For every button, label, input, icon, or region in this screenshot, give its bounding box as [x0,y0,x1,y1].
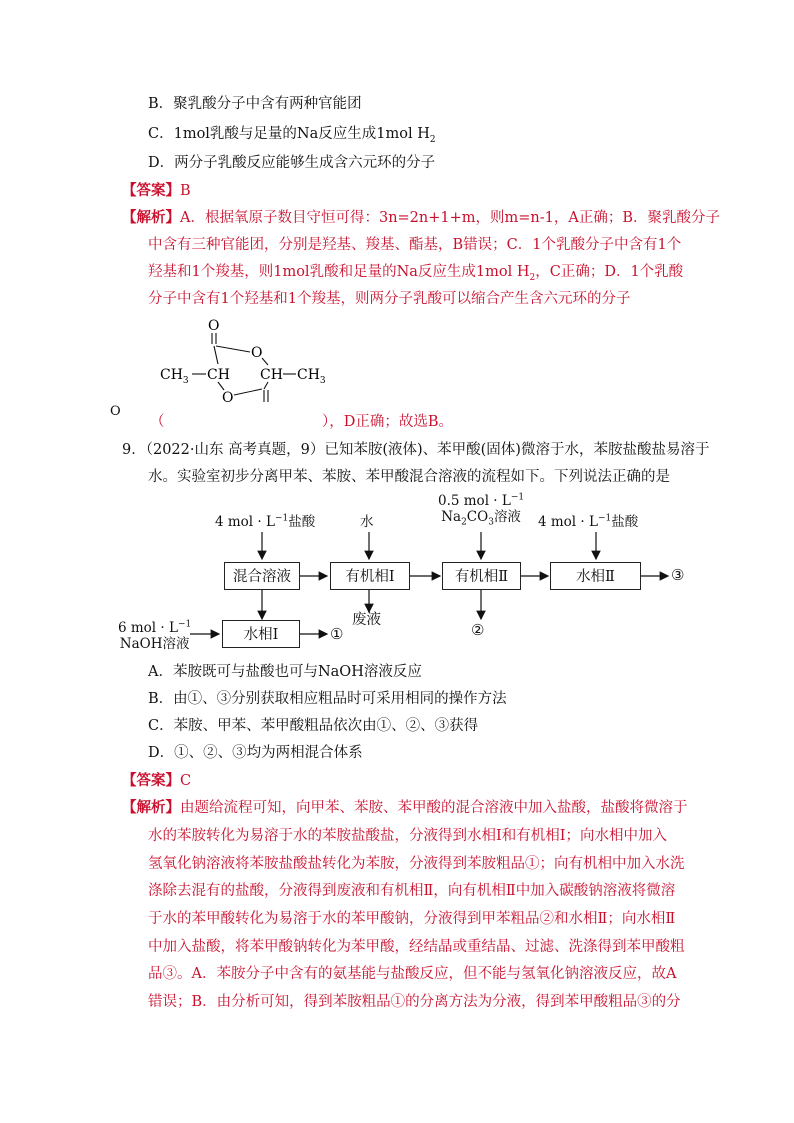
flow-reagent-naoh: 6 mol · $L^{-1}$ NaOH溶液 [118,619,192,652]
q9-analysis-line-4: 涤除去混有的盐酸，分液得到废液和有机相Ⅱ，向有机相Ⅱ中加入碳酸钠溶液将微溶 [148,883,676,899]
q9-answer: 【答案】C [122,772,192,789]
flow-box-organic-2: 有机相Ⅱ [442,562,521,590]
flow-reagent-water: 水 [360,514,374,530]
q8-option-b: B．聚乳酸分子中含有两种官能团 [148,96,362,112]
q9-analysis-line-3: 氢氧化钠溶液将苯胺盐酸盐转化为苯胺，分液得到苯胺粗品①；向有机相中加入水洗 [148,856,685,872]
flow-box-aqueous-1: 水相Ⅰ [222,620,300,648]
q9-analysis-line-1: 【解析】由题给流程可知，向甲苯、苯胺、苯甲酸的混合溶液中加入盐酸，盐酸将微溶于 [122,799,688,816]
q9-analysis-line-7: 品③。A．苯胺分子中含有的氨基能与盐酸反应，但不能与氢氧化钠溶液反应，故A [148,966,677,982]
flow-reagent-na2co3: 0.5 mol · $L^{-1}$ $Na_2CO_3$溶液 [438,492,525,528]
q8-structure-paren-close: ），D正确；故选B。 [322,414,454,430]
q9-option-b: B．由①、③分别获取相应粗品时可采用相同的操作方法 [148,691,507,707]
struct-o-bottom-label: O [110,404,121,419]
q9-analysis-line-2: 水的苯胺转化为易溶于水的苯胺盐酸盐，分液得到水相Ⅰ和有机相Ⅰ；向水相中加入 [148,828,667,844]
struct-ch3-left: $CH_3$ [160,367,189,386]
struct-ch-right: CH [260,367,283,383]
struct-o-ring-top: O [251,345,263,361]
flow-box-aqueous-2: 水相Ⅱ [550,562,641,590]
q9-analysis-line-6: 中加入盐酸，将苯甲酸钠转化为苯甲酸，经结晶或重结晶、过滤、洗涤得到苯甲酸粗 [148,939,685,955]
flow-output-2: ② [471,621,485,639]
q9-analysis-line-8: 错误；B．由分析可知，得到苯胺粗品①的分离方法为分液，得到苯甲酸粗品③的分 [148,994,681,1010]
q9-stem-line-2: 水。实验室初步分离甲苯、苯胺、苯甲酸混合溶液的流程如下。下列说法正确的是 [148,469,670,485]
q8-structure-paren-open: （ [150,414,165,430]
q9-option-d: D．①、②、③均为两相混合体系 [148,745,363,761]
q8-option-c: C．1mol乳酸与足量的Na反应生成1mol $H_2$ [148,126,436,145]
flow-output-3: ③ [671,566,685,584]
flow-box-organic-1: 有机相Ⅰ [330,562,410,590]
q8-analysis-line-3: 羟基和1个羧基，则1mol乳酸和足量的Na反应生成1mol $H_2$，C正确；D．1个乳酸 [148,264,684,283]
q8-answer: 【答案】B [122,182,191,199]
struct-ch-left: CH [207,367,230,383]
flow-output-1: ① [330,625,344,643]
q9-analysis-line-5: 于水的苯甲酸转化为易溶于水的苯甲酸钠，分液得到甲苯粗品②和水相Ⅱ；向水相Ⅱ [148,911,676,927]
q8-analysis-line-1: 【解析】A．根据氧原子数目守恒可得：3n=2n+1+m，则m=n-1，A正确；B．聚乳酸分子 [122,209,721,226]
q8-analysis-line-4: 分子中含有1个羟基和1个羧基，则两分子乳酸可以缩合产生含六元环的分子 [148,291,631,307]
q8-analysis-line-2: 中含有三种官能团，分别是羟基、羧基、酯基，B错误；C．1个乳酸分子中含有1个 [148,237,682,253]
q8-option-d: D．两分子乳酸反应能够生成含六元环的分子 [148,155,436,171]
flow-reagent-hcl-1: 4 mol · $L^{-1}$盐酸 [215,513,316,530]
q9-option-a: A．苯胺既可与盐酸也可与NaOH溶液反应 [148,664,422,680]
flow-reagent-hcl-2: 4 mol · $L^{-1}$盐酸 [538,513,639,530]
struct-o-top: O [208,318,220,334]
q9-option-c: C．苯胺、甲苯、苯甲酸粗品依次由①、②、③获得 [148,718,479,734]
struct-o-ring-bottom: O [222,390,234,406]
struct-ch3-right: $CH_3$ [297,367,326,386]
flow-box-mixed-solution: 混合溶液 [224,562,300,590]
q9-stem-line-1: 9．（2022·山东 高考真题，9）已知苯胺(液体)、苯甲酸(固体)微溶于水，苯胺盐酸盐易溶于 [122,442,710,458]
flow-waste-label: 废液 [352,612,381,628]
